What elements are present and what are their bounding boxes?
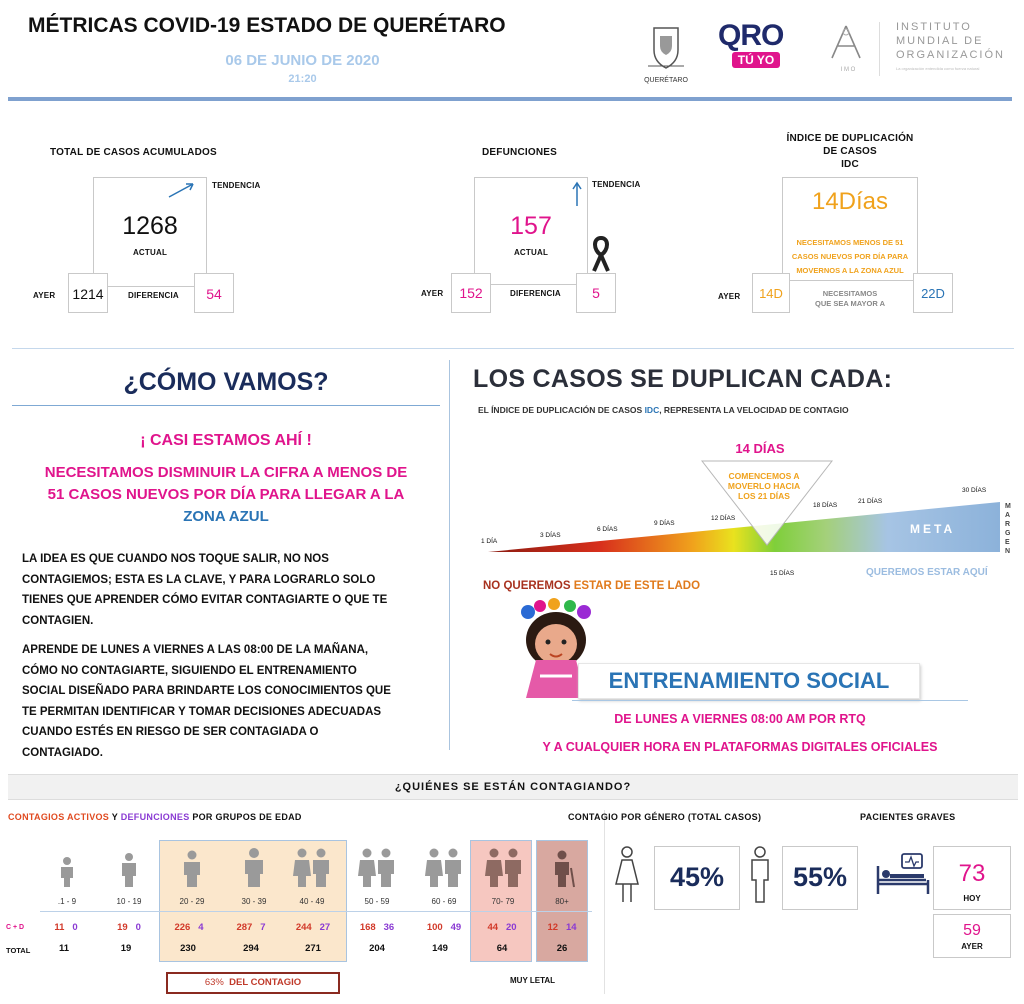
triangle-note: COMENCEMOS A MOVERLO HACIA LOS 21 DÍAS [727, 471, 801, 501]
senior-couple-icon [424, 848, 464, 888]
idc-yesterday-value: 14D [759, 286, 783, 301]
grave-today-label: HOY [963, 894, 981, 903]
male-icon [747, 846, 773, 904]
training-underline [572, 700, 968, 701]
left-zone-label: NO QUEREMOS ESTAR DE ESTE LADO [483, 580, 701, 592]
margen-label: MARGEN [1005, 503, 1011, 555]
como-vamos-paragraph-2: APRENDE DE LUNES A VIERNES A LAS 08:00 DE LA MAÑANA, CÓMO NO CONTAGIARTE, SIGUIENDO EL ENTRENAMIENTO SOCIAL DISEÑADO PARA BRINDARTE LOS CONOCIMIENTOS QUE TE PERMITAN IDENTIFICAR Y TOMAR DECISIONES ADECUADAS CUANDO ESTÉS EN RIESGO DE SER CONTAGIADA O CONTAGIADO. [22, 644, 391, 759]
trend-up-icon [166, 180, 198, 200]
age-cd-2: 226 4 [174, 922, 204, 933]
deaths-label: DEFUNCIONES [482, 147, 557, 158]
deaths-trend-label: TENDENCIA [592, 180, 641, 189]
tick-12: 12 DÍAS [711, 515, 736, 522]
grave-today-value: 73 [958, 860, 986, 887]
current-idc-label: 14 DÍAS [735, 441, 785, 456]
age-cd-4: 244 27 [295, 922, 331, 933]
deaths-yesterday-label: AYER [421, 289, 444, 298]
tick-30: 30 DÍAS [962, 487, 987, 494]
total-row-label: TOTAL [6, 946, 31, 955]
logo-divider [879, 22, 880, 76]
trend-up-icon [570, 180, 584, 208]
female-icon [614, 846, 640, 904]
age-total-8: 26 [556, 943, 568, 954]
tick-6: 6 DÍAS [597, 526, 618, 533]
age-range-1: 10 - 19 [116, 897, 142, 906]
grave-title: PACIENTES GRAVES [860, 812, 956, 822]
como-vamos-paragraph-1: LA IDEA ES QUE CUANDO NOS TOQUE SALIR, NO NOS CONTAGIEMOS; ESTA ES LA CLAVE, Y PARA LOGRARLO SOLO TIENES QUE APRENDER CÓMO EVITAR CONTAGIARTE O QUE TE CONTAGIEN. [22, 553, 388, 627]
idc-need-label: NECESITAMOS QUE SEA MAYOR A [814, 289, 885, 308]
age-cd-3: 287 7 [236, 922, 266, 933]
elderly-cane-icon [550, 850, 578, 888]
queretaro-gov-logo: QUERÉTARO [640, 22, 692, 84]
age-cd-1: 19 0 [117, 922, 141, 933]
contagion-share-badge: 63% DEL CONTAGIO [166, 972, 340, 994]
gender-title: CONTAGIO POR GÉNERO (TOTAL CASOS) [568, 812, 762, 822]
idc-target-value: 22D [921, 286, 945, 301]
young-adult-icon [181, 850, 203, 888]
cases-current-value: 1268 [122, 212, 178, 240]
right-zone-label: QUEREMOS ESTAR AQUÍ [866, 567, 988, 578]
adult-icon [242, 848, 266, 888]
cases-label: TOTAL DE CASOS ACUMULADOS [50, 147, 217, 158]
muy-letal-label: MUY LETAL [510, 976, 556, 985]
age-total-1: 19 [120, 943, 132, 954]
tick-18: 18 DÍAS [813, 502, 838, 509]
age-total-6: 149 [432, 943, 448, 954]
tick-21: 21 DÍAS [858, 498, 883, 505]
age-cd-5: 168 36 [359, 922, 395, 933]
female-pct: 45% [669, 862, 725, 892]
age-range-6: 60 - 69 [431, 897, 457, 906]
como-vamos-subtitle: ¡ CASI ESTAMOS AHÍ ! [140, 432, 312, 449]
deaths-diff-label: DIFERENCIA [510, 289, 561, 298]
cases-diff-label: DIFERENCIA [128, 291, 179, 300]
column-divider [449, 360, 450, 750]
deaths-current-label: ACTUAL [513, 248, 549, 257]
grave-yesterday-label: AYER [961, 942, 983, 951]
hospital-bed-icon [876, 852, 930, 896]
age-range-3: 30 - 39 [241, 897, 267, 906]
cd-row-label: C + D [6, 924, 25, 931]
cases-diff-value: 54 [206, 286, 222, 302]
tick-9: 9 DÍAS [654, 520, 675, 527]
age-cd-6: 100 49 [426, 922, 462, 933]
meta-label: META [910, 522, 956, 536]
idc-label: ÍNDICE DE DUPLICACIÓN DE CASOS IDC [786, 133, 914, 170]
couple-icon [357, 848, 397, 888]
age-title: CONTAGIOS ACTIVOS Y DEFUNCIONES POR GRUPOS DE EDAD [8, 812, 302, 822]
age-total-0: 11 [58, 943, 70, 954]
tick-15: 15 DÍAS [770, 570, 795, 577]
qro-tu-yo-logo: QRO TÚ YO [718, 19, 784, 67]
triangle-a-icon [828, 22, 864, 62]
cases-yesterday-value: 1214 [72, 286, 104, 302]
tick-1: 1 DÍA [481, 538, 498, 545]
teen-icon [118, 852, 140, 888]
training-line-1: DE LUNES A VIERNES 08:00 AM POR RTQ [614, 712, 866, 726]
age-cd-7: 44 20 [487, 922, 517, 933]
idc-value: 14Días [811, 188, 889, 215]
age-range-7: 70- 79 [491, 897, 515, 906]
mourning-ribbon-icon [589, 235, 613, 273]
age-range-4: 40 - 49 [299, 897, 325, 906]
couple-icon [292, 848, 332, 888]
age-range-2: 20 - 29 [179, 897, 205, 906]
section-divider [12, 348, 1014, 349]
como-vamos-need: NECESITAMOS DISMINUIR LA CIFRA A MENOS DE 51 CASOS NUEVOS POR DÍA PARA LLEGAR A LA ZONA AZUL [44, 464, 408, 525]
cases-yesterday-label: AYER [33, 291, 56, 300]
age-cd-0: 11 0 [54, 922, 78, 933]
deaths-yesterday-value: 152 [459, 285, 483, 301]
child-icon [57, 856, 77, 888]
age-cd-8: 12 14 [547, 922, 577, 933]
tick-3: 3 DÍAS [540, 532, 561, 539]
quienes-title: ¿QUIÉNES SE ESTÁN CONTAGIANDO? [394, 781, 632, 793]
imo-logo: I M O [828, 22, 868, 78]
idc-note: NECESITAMOS MENOS DE 51 CASOS NUEVOS POR DÍA PARA MOVERNOS A LA ZONA AZUL [791, 238, 909, 275]
age-total-2: 230 [180, 943, 196, 954]
age-total-4: 271 [305, 943, 321, 954]
como-vamos-title: ¿CÓMO VAMOS? [123, 368, 329, 396]
cases-current-label: ACTUAL [132, 248, 168, 257]
page-title: MÉTRICAS COVID-19 ESTADO DE QUERÉTARO [28, 14, 506, 37]
como-vamos-underline [12, 405, 440, 406]
age-range-8: 80+ [555, 897, 569, 906]
shield-icon [640, 22, 692, 72]
training-line-2: Y A CUALQUIER HORA EN PLATAFORMAS DIGITALES OFICIALES [542, 740, 938, 754]
age-total-5: 204 [369, 943, 385, 954]
age-range-5: 50 - 59 [364, 897, 390, 906]
gender-divider [604, 810, 605, 994]
training-title: ENTRENAMIENTO SOCIAL [608, 668, 890, 693]
grave-yesterday-value: 59 [963, 922, 981, 939]
deaths-diff-value: 5 [592, 285, 600, 301]
age-total-3: 294 [243, 943, 259, 954]
age-row-divider [40, 911, 592, 912]
deaths-current-value: 157 [510, 212, 552, 240]
elderly-couple-icon [484, 848, 524, 888]
duplican-title: LOS CASOS SE DUPLICAN CADA: [473, 365, 893, 393]
duplican-subtitle: EL ÍNDICE DE DUPLICACIÓN DE CASOS IDC, REPRESENTA LA VELOCIDAD DE CONTAGIO [478, 405, 849, 415]
male-pct: 55% [792, 862, 848, 892]
idc-yesterday-label: AYER [718, 292, 741, 301]
report-date: 06 DE JUNIO DE 2020 [225, 52, 380, 69]
report-time: 21:20 [288, 73, 317, 85]
institute-name: INSTITUTO MUNDIAL DE ORGANIZACIÓN La organización entendida como fuerza natural [896, 21, 1005, 71]
age-range-0: .1 - 9 [57, 897, 77, 906]
cases-trend-label: TENDENCIA [212, 181, 261, 190]
age-total-7: 64 [496, 943, 508, 954]
header-divider [8, 97, 1012, 101]
